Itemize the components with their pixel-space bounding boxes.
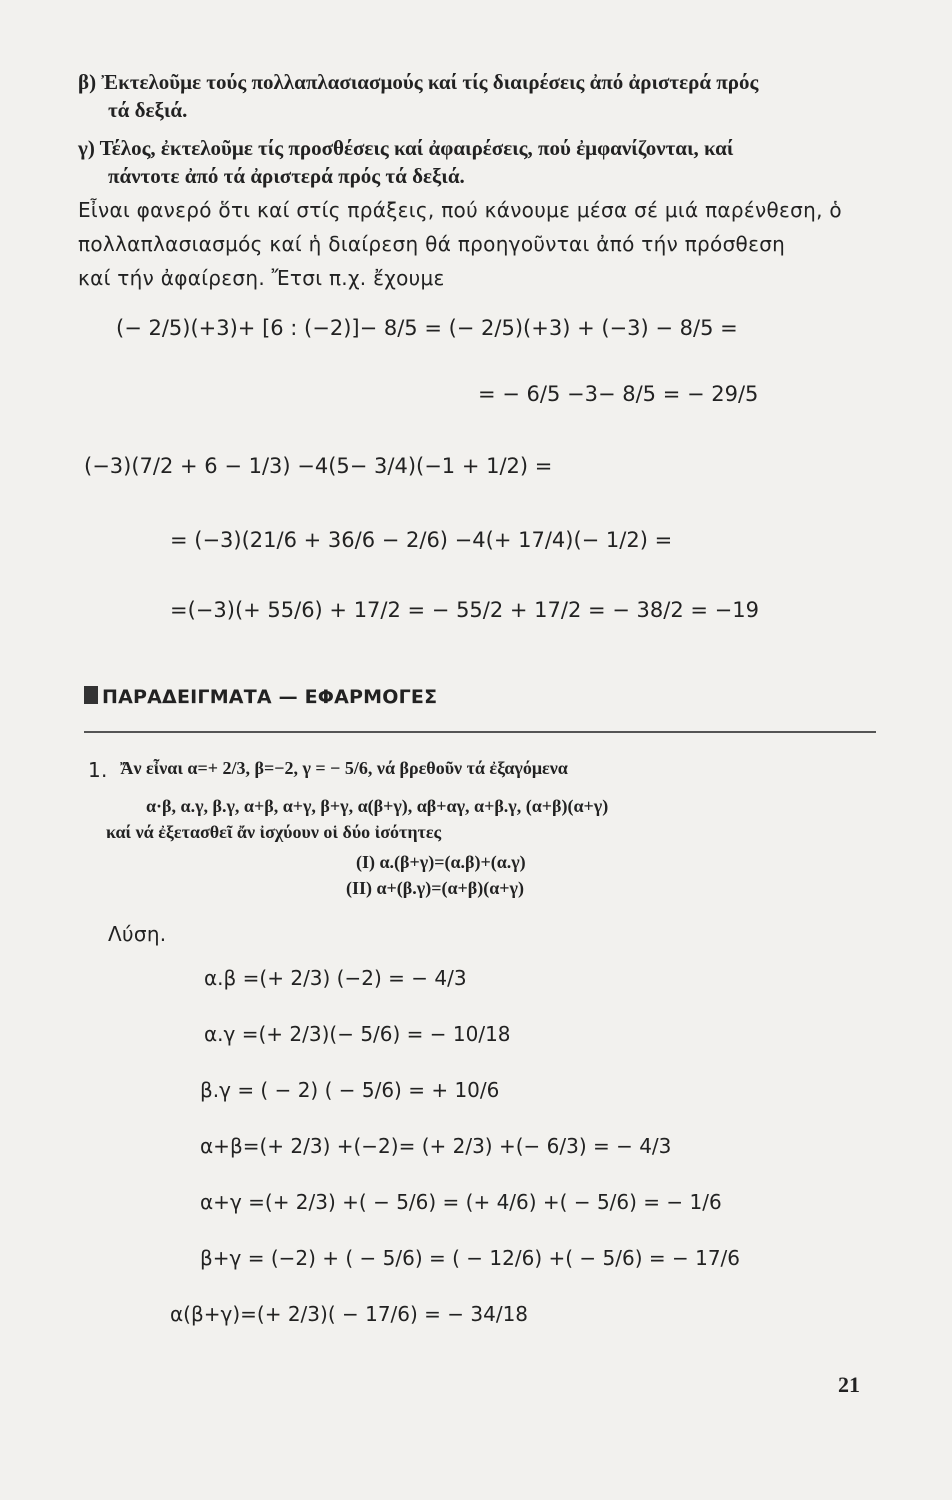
paragraph-line-1: Εἶναι φανερό ὅτι καί στίς πράξεις, πού κάνουμε μέσα σέ μιά παρένθεση, ὁ [78, 198, 842, 222]
exercise-statement: Ἄν εἶναι α=+ 2/3, β=−2, γ = − 5/6, νά βρεθοῦν τά ἐξαγόμενα [120, 758, 568, 778]
solution-line-6: β+γ = (−2) + ( − 5/6) = ( − 12/6) +( − 5/6) = − 17/6 [200, 1246, 740, 1270]
page-number: 21 [838, 1372, 860, 1397]
exercise-check: καί νά ἐξετασθεῖ ἄν ἰσχύουν οἱ δύο ἰσότητες [106, 822, 442, 842]
solution-line-5: α+γ =(+ 2/3) +( − 5/6) = (+ 4/6) +( − 5/6) = − 1/6 [200, 1190, 722, 1214]
section-marker [84, 686, 98, 704]
solution-line-1: α.β =(+ 2/3) (−2) = − 4/3 [204, 966, 467, 990]
example-line-3: (−3)(7/2 + 6 − 1/3) −4(5− 3/4)(−1 + 1/2) = [84, 454, 553, 478]
rule-beta-continued: τά δεξιά. [108, 98, 188, 122]
solution-line-3: β.γ = ( − 2) ( − 5/6) = + 10/6 [200, 1078, 500, 1102]
solution-line-7: α(β+γ)=(+ 2/3)( − 17/6) = − 34/18 [170, 1302, 529, 1326]
example-line-1: (− 2/5)(+3)+ [6 : (−2)]− 8/5 = (− 2/5)(+3) + (−3) − 8/5 = [116, 316, 738, 340]
rule-gamma: γ) Τέλος, ἐκτελοῦμε τίς προσθέσεις καί ἀφαιρέσεις, πού ἐμφανίζονται, καί [78, 136, 734, 160]
example-line-5: =(−3)(+ 55/6) + 17/2 = − 55/2 + 17/2 = − 38/2 = −19 [170, 598, 759, 622]
rule-beta: β) Ἐκτελοῦμε τούς πολλαπλασιασμούς καί τίς διαιρέσεις ἀπό ἀριστερά πρός [78, 70, 759, 94]
section-rule [84, 731, 876, 733]
paragraph-line-3: καί τήν ἀφαίρεση. Ἔτσι π.χ. ἔχουμε [78, 266, 445, 290]
solution-line-2: α.γ =(+ 2/3)(− 5/6) = − 10/18 [204, 1022, 511, 1046]
example-line-4: = (−3)(21/6 + 36/6 − 2/6) −4(+ 17/4)(− 1/2) = [170, 528, 673, 552]
example-line-2: = − 6/5 −3− 8/5 = − 29/5 [478, 382, 759, 406]
exercise-number: 1. [88, 758, 108, 782]
solution-label: Λύση. [108, 922, 167, 946]
solution-line-4: α+β=(+ 2/3) +(−2)= (+ 2/3) +(− 6/3) = − 4/3 [200, 1134, 672, 1158]
rule-gamma-continued: πάντοτε ἀπό τά ἀριστερά πρός τά δεξιά. [108, 164, 465, 188]
section-title: ΠΑΡΑΔΕΙΓΜΑΤΑ — ΕΦΑΡΜΟΓΕΣ [102, 686, 438, 708]
identity-2: (ΙΙ) α+(β.γ)=(α+β)(α+γ) [346, 878, 524, 898]
paragraph-line-2: πολλαπλασιασμός καί ἡ διαίρεση θά προηγοῦνται ἀπό τήν πρόσθεση [78, 232, 786, 256]
identity-1: (Ι) α.(β+γ)=(α.β)+(α.γ) [356, 852, 526, 872]
exercise-products: α·β, α.γ, β.γ, α+β, α+γ, β+γ, α(β+γ), αβ+αγ, α+β.γ, (α+β)(α+γ) [146, 796, 609, 816]
